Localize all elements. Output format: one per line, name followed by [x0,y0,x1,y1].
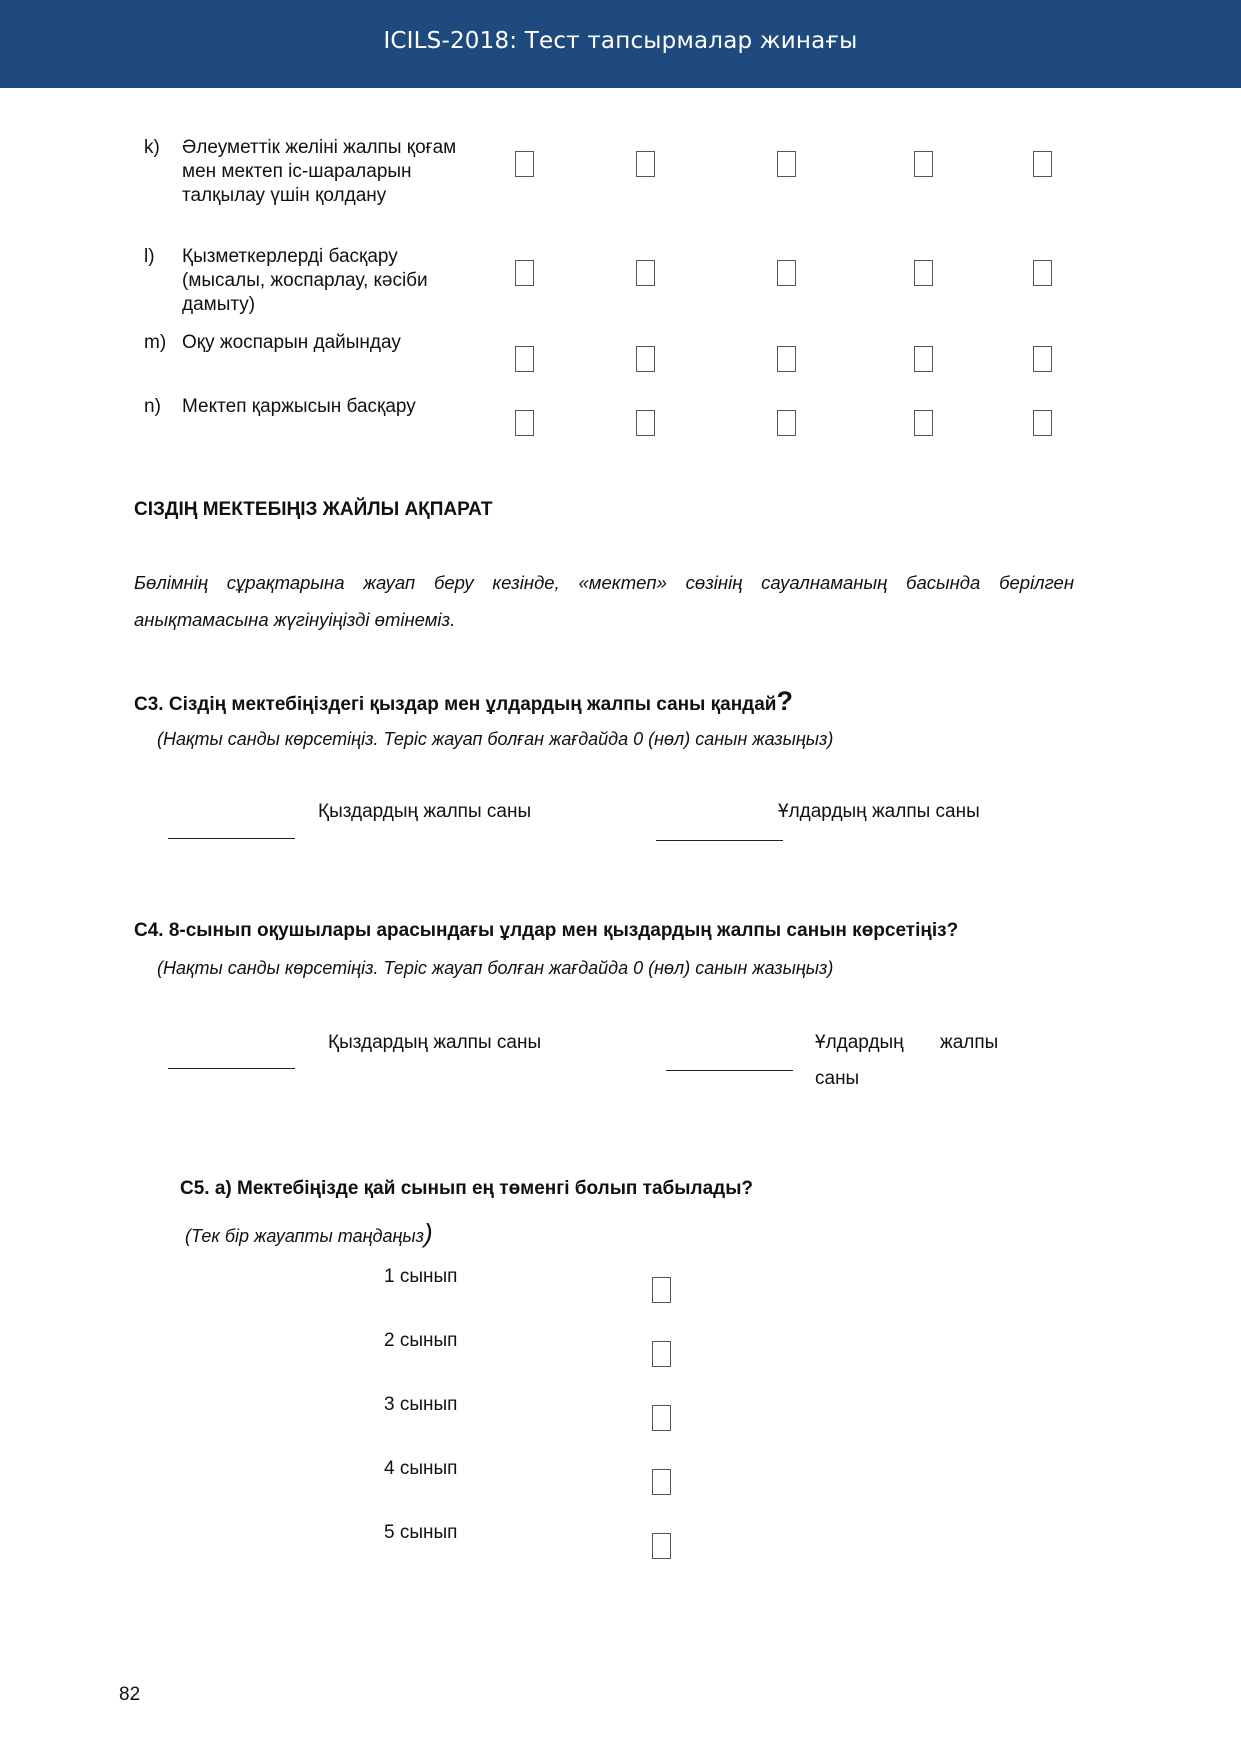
row-n-checkbox-2[interactable] [636,410,655,436]
c3-question-mark: ? [776,686,793,716]
row-m-checkbox-2[interactable] [636,346,655,372]
section-intro: Бөлімнің сұрақтарына жауап беру кезінде, «мектеп» сөзінің сауалнаманың басында берілген анықтамасына жүгінуіңізді өтінеміз. [134,572,1074,630]
c5-option-label-3: 3 сынып [384,1394,458,1415]
row-l-checkbox-1[interactable] [515,260,534,286]
c3-note: (Нақты санды көрсетіңіз. Теріс жауап болған жағдайда 0 (нөл) санын жазыңыз) [157,729,834,749]
c5-option-checkbox-3[interactable] [652,1405,671,1431]
c4-boys-label-word2: жалпы [940,1032,999,1053]
c4-note: (Нақты санды көрсетіңіз. Теріс жауап болған жағдайда 0 (нөл) санын жазыңыз) [157,958,834,978]
row-m-checkbox-3[interactable] [777,346,796,372]
header-title: ICILS-2018: Тест тапсырмалар жинағы [383,28,858,54]
row-text-k: Әлеуметтік желіні жалпы қоғам мен мектеп іс-шараларын талқылау үшін қолдану [182,137,457,206]
row-l-checkbox-3[interactable] [777,260,796,286]
c5-option-checkbox-1[interactable] [652,1277,671,1303]
c4-boys-label-word1: Ұлдардың [815,1032,904,1053]
row-n-checkbox-3[interactable] [777,410,796,436]
row-k-checkbox-2[interactable] [636,151,655,177]
row-m-checkbox-4[interactable] [914,346,933,372]
row-letter-n: n) [144,396,161,417]
page-number: 82 [119,1684,141,1705]
row-n-checkbox-5[interactable] [1033,410,1052,436]
page-header [0,0,1241,88]
c5-option-label-5: 5 сынып [384,1522,458,1543]
row-text-n: Мектеп қаржысын басқару [182,396,416,417]
row-l-checkbox-5[interactable] [1033,260,1052,286]
c4-girls-label: Қыздардың жалпы саны [328,1032,542,1053]
c4-question: С4. 8-сынып оқушылары арасындағы ұлдар мен қыздардың жалпы санын көрсетіңіз? [134,920,959,941]
row-letter-m: m) [144,332,167,353]
c5-option-label-1: 1 сынып [384,1266,458,1287]
c3-question [134,686,793,717]
row-l-checkbox-2[interactable] [636,260,655,286]
row-letter-l: l) [144,246,155,267]
c5-note-text: (Тек бір жауапты таңдаңыз [185,1226,424,1246]
row-k-checkbox-3[interactable] [777,151,796,177]
c5-option-checkbox-2[interactable] [652,1341,671,1367]
section-title: СІЗДІҢ МЕКТЕБІҢІЗ ЖАЙЛЫ АҚПАРАТ [134,499,493,520]
row-m-checkbox-1[interactable] [515,346,534,372]
row-n-checkbox-1[interactable] [515,410,534,436]
c3-girls-input-line[interactable] [168,838,295,839]
row-text-l: Қызметкерлерді басқару (мысалы, жоспарлау, кәсіби дамыту) [182,246,428,315]
c3-boys-input-line[interactable] [656,840,783,841]
c5-note-paren: ) [423,1218,433,1248]
c4-boys-label-word3: саны [815,1068,860,1089]
c5-option-checkbox-4[interactable] [652,1469,671,1495]
row-k-checkbox-5[interactable] [1033,151,1052,177]
c5-option-checkbox-5[interactable] [652,1533,671,1559]
row-l-checkbox-4[interactable] [914,260,933,286]
row-letter-k: k) [144,137,160,158]
c5-option-label-4: 4 сынып [384,1458,458,1479]
c4-boys-input-line[interactable] [666,1070,793,1071]
c5-question: С5. а) Мектебіңізде қай сынып ең төменгі болып табылады? [180,1178,754,1199]
row-m-checkbox-5[interactable] [1033,346,1052,372]
row-text-m: Оқу жоспарын дайындау [182,332,401,353]
row-k-checkbox-1[interactable] [515,151,534,177]
c3-girls-label: Қыздардың жалпы саны [318,801,532,822]
row-k-checkbox-4[interactable] [914,151,933,177]
c5-option-label-2: 2 сынып [384,1330,458,1351]
row-n-checkbox-4[interactable] [914,410,933,436]
c4-girls-input-line[interactable] [168,1068,295,1069]
c3-question-text: С3. Сіздің мектебіңіздегі қыздар мен ұлдардың жалпы саны қандай [134,694,777,715]
c5-note [185,1218,433,1249]
c3-boys-label: Ұлдардың жалпы саны [778,801,980,822]
